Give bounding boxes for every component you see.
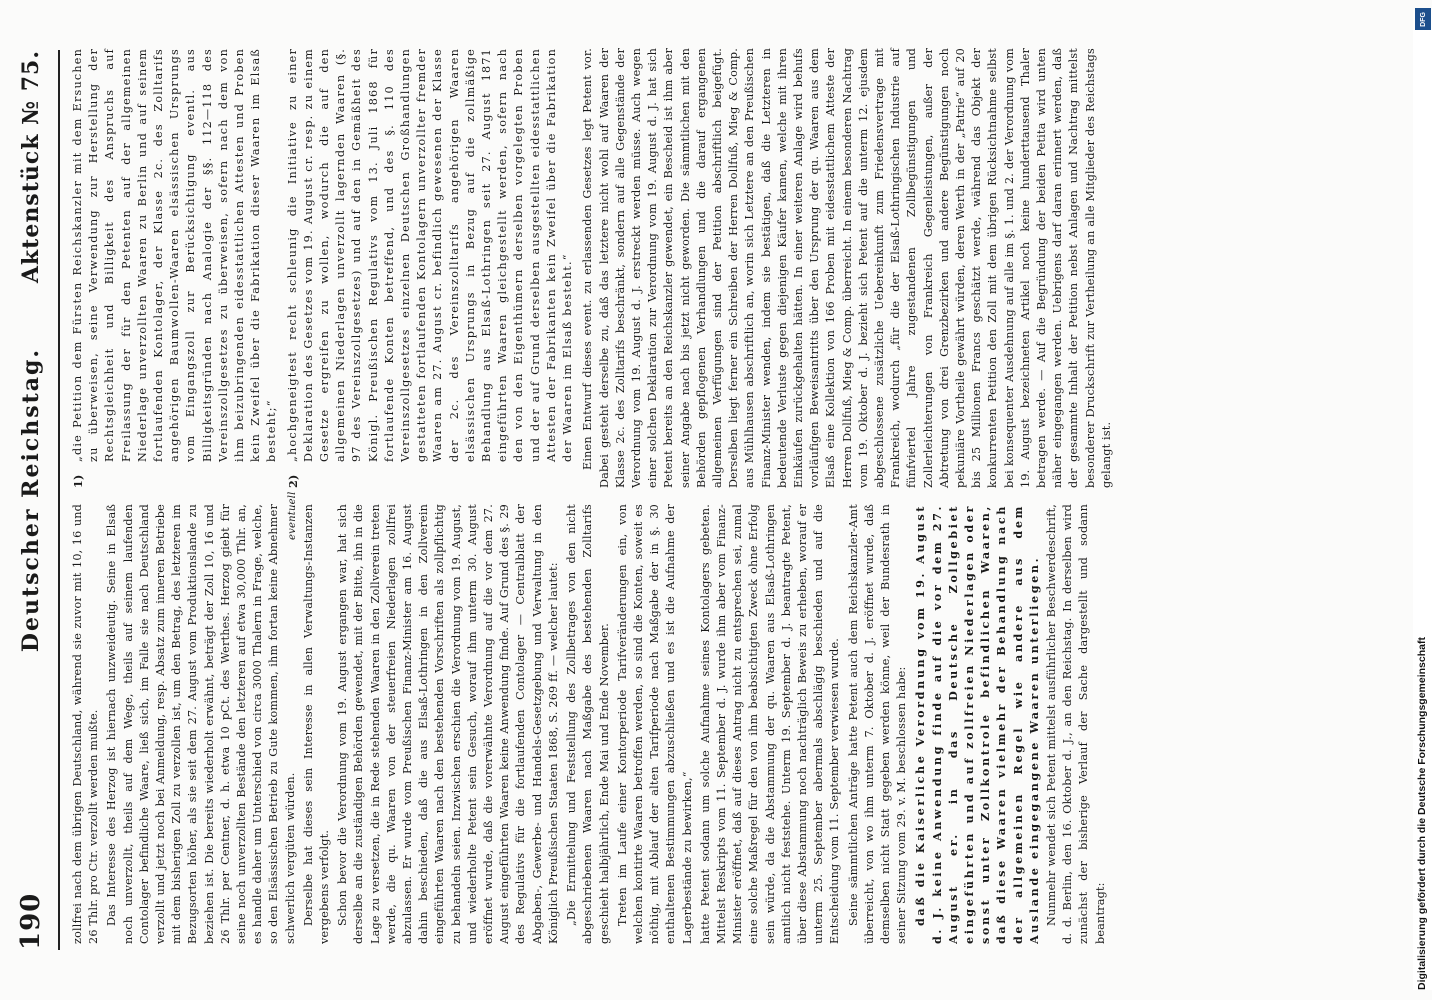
paragraph: hatte Petent sodann um solche Aufnahme seines Kontolagers gebeten. Mittelst Reskripts vom 11. September d. J. wurde ihm aber vom Finanz-Minister eröffnet, daß auf dieses Antrag nicht zu entsprechen sei, zumal eine solche Maßregel für den von ihm beabsichtigten Zweck ohne Erfolg sein würde, da die Abstammung der qu. Waaren aus Elsaß-Lothringen amtlich nicht feststehe. Unterm 19. September d. J. beantragte Petent, über diese Abstammung noch nachträglich Beweis zu erheben, worauf er unterm 25. September abermals abschlägig beschieden und auf die Entscheidung vom 11. September verwiesen wurde.: [698, 504, 842, 944]
document-number: Aktenstück № 75.: [18, 50, 44, 284]
page-header: [14, 50, 60, 950]
digitization-note: Digitalisierung gefördert durch die Deutsche Forschungsgemeinschaft: [1416, 637, 1428, 990]
petition-item-2: [285, 48, 577, 540]
paragraph: Derselbe hat dieses sein Interesse in allen Verwaltungs-Instanzen vergebens verfolgt.: [301, 504, 332, 944]
resolution-paragraph: daß die Kaiserliche Verordnung vom 19. August d. J. keine Anwendung finde auf die vor dem 27. August er. in das Deutsche Zollgebiet eingeführten und auf zollfreien Niederlagen oder sonst unter Zollkontrole befindlichen Waaren, daß diese Waaren vielmehr der Behandlung nach der allgemeinen Regel wie andere aus dem Auslande eingegangene Waaren unterliegen.: [913, 504, 1041, 944]
item-number: 2): [285, 474, 300, 488]
text-column-right: [70, 48, 1390, 540]
paragraph: Das Interesse des Herzog ist hiernach unzweideutig. Seine in Elsaß noch unverzollt, theils auf dem Wege, theils auf seinem laufenden Contolager befindliche Waare, ließ sich, im Falle sie nach Deutschland verzollt und jetzt noch bei Anmeldung, resp. Absatz zum inneren Betriebe mit dem bisherigen Zoll zu verzollen ist, um den Betrag, des letzteren im Bezugsorten höher, als sie seit dem 27. August vom Produktionslande zu beziehen ist. Die bereits wiederholt erwähnt, beträgt der Zoll 10, 16 und 26 Thlr. per Centner, d. h. etwa 10 pCt. des Werthes. Herzog giebt für seine noch unverzollten Bestände den letzteren auf etwa 30,000 Thlr. an, es handle daher um Unterschied von circa 3000 Thalern in Frage, welche, so den Elsässischen Betrieb zu Gute kommen, ihm fortan keine Abnehmer schwerlich vergüten würden.: [105, 504, 297, 944]
page-title: Deutscher Reichstag.: [18, 347, 44, 653]
item-text: „hochgeneigtest recht schleunig die Initiative zu einer Deklaration des Gesetzes vom 19. August cr. resp. zu einem Gesetze ergreifen zu wollen, wodurch die auf den allgemeinen Niederlagen unverzollt lagernden Waaren (§. 97 des Vereinszollgesetzes) und auf den in Gemäßheit des Königl. Preußischen Regulativs vom 13. Juli 1868 für fortlaufende Konten betreffend, und des §. 110 des Vereinszollgesetzes einzelnen Deutschen Großhandlungen gestatteten fortlaufenden Kontolagern unverzollter fremder Waaren am 27. August cr. befindlich gewesenen der Klasse der 2c. des Vereinszolltarifs angehörigen Waaren elsässischen Ursprungs in Bezug auf die zollmäßige Behandlung aus Elsaß-Lothringen seit 27. August 1871 eingeführten Waaren gleichgestellt werden, sofern nach den von den Eigenthümern derselben vorgelegten Proben und der auf Grund derselben ausgestellten eidesstattlichen Attesten der Fabrikanten kein Zweifel über die Fabrikation der Waaren im Elsaß besteht.“: [285, 48, 575, 462]
quote-paragraph: Treten im Laufe einer Kontorperiode Tarifveränderungen ein, von welchen kontirte Waaren betroffen werden, so sind die Konten, soweit es nöthig, mit Ablauf der alten Tarifperiode nach Maßgabe der in §. 30 enthaltenen Bestimmungen abzuschließen und es ist die Aufnahme der Lagerbestände zu bewirken,“: [615, 504, 694, 944]
paragraph: Seine sämmtlichen Anträge hatte Petent auch dem Reichskanzler-Amt überreicht, von wo ihm unterm 7. Oktober d. J. eröffnet wurde, daß demselben nicht Statt gegeben werden könne, weil der Bundesrath in seiner Sitzung vom 29. v. M. beschlossen habe:: [846, 504, 909, 944]
dfg-logo: DFG: [1415, 8, 1431, 30]
item-text: „die Petition dem Fürsten Reichskanzler mit dem Ersuchen zu überweisen, seine Verwendung zur Herstellung der Rechtsgleichheit und Billigkeit des Anspruchs auf Freilassung der für den Petenten auf der allgemeinen Niederlage unverzollten Waaren zu Berlin und auf seinem fortlaufenden Kontolager, der Klasse 2c. des Zolltarifs angehörigen Baumwollen-Waaren elsässischen Ursprungs vom Eingangszoll zur Berücksichtigung eventl. aus Billigkeitsgründen nach Analogie der §§. 112—118 des Vereinszollgesetzes zu überweisen, sofern nach dem von ihm beizubringenden eidesstattlichen Attesten und Proben kein Zweifel über die Fabrikation dieser Waaren im Elsaß besteht;“: [71, 48, 279, 462]
item-number: 1): [71, 474, 85, 488]
paragraph: Nunmehr wendet sich Petent mittelst ausführlicher Beschwerdeschrift, d. d. Berlin, den 16. Oktober d. J., an den Reichstag. In derselben wird zunächst der bisherige Verlauf der Sache dargestellt und sodann beantragt:: [1044, 504, 1107, 944]
margin-note: eventuell: [286, 491, 298, 540]
paragraph: Einen Entwurf dieses event. zu erlassenden Gesetzes legt Petent vor. Dabei gesteht derselbe zu, daß das letztere nicht wohl auf Waaren der Klasse 2c. des Zolltarifs beschränkt, sondern auf alle Gegenstände der Verordnung vom 19. August d. J. erstreckt werden müsse. Auch wegen einer solchen Deklaration zur Verordnung vom 19. August d. J. hat sich Petent bereits an den Reichskanzler gewendet, ein Bescheid ist ihm aber seiner Angabe nach bis jetzt nicht geworden. Die sämmtlichen mit den Behörden gepflogenen Verhandlungen und die darauf ergangenen allgemeinen Verfügungen sind der Petition abschriftlich beigefügt. Derselben liegt ferner ein Schreiben der Herren Dollfuß, Mieg & Comp. aus Mühlhausen abschriftlich an, worin sich Letztere an den Preußischen Finanz-Minister wenden, indem sie bestätigen, daß die Letzteren in bedeutende Verluste gegen diejenigen Käufer kamen, welche mit ihren Einkäufen zurückgehalten hätten. In einer weiteren Anlage wird behufs vorläufigen Beweisantritts über den Ursprung der qu. Waaren aus dem Elsaß eine Kollektion von 166 Proben mit eidesstattlichem Atteste der Herren Dollfuß, Mieg & Comp. überreicht. In einem besonderen Nachtrag vom 19. Oktober d. J. bezieht sich Petent auf die unterm 12. ejusdem abgeschlossene zusätzliche Uebereinkunft zum Friedensvertrage mit Frankreich, wodurch „für die der Elsaß-Lothringischen Industrie auf fünfviertel Jahre zugestandenen Zollbegünstigungen und Zollerleichterungen von Frankreich Gegenleistungen, außer der Abtretung von drei Grenzbezirken und andere Begünstigungen noch pekuniäre Vortheile gewährt würden, deren Werth in der „Patrie“ auf 20 bis 25 Millionen Francs geschätzt werde, während das Objekt der konkurrenten Petition den Zoll mit dem übrigen Rücksichtnahme selbst bei konsequenter Ausdehnung auf alle im §. 1. und 2. der Verordnung vom 19. August bezeichneten Artikel noch keine hunderttausend Thaler betragen werde. — Auf die Begründung der beiden Petita wird unten näher eingegangen werden. Uebrigens darf daran erinnert werden, daß der gesammte Inhalt der Petition nebst Anlagen und Nachtrag mittelst besonderer Druckschrift zur Vertheilung an alle Mitglieder des Reichstags gelangt ist.: [581, 48, 1113, 488]
paragraph: Schon bevor die Verordnung vom 19. August ergangen war, hat sich derselbe an die zuständigen Behörden gewendet, mit der Bitte, ihn in die Lage zu versetzen, die in Rede stehenden Waaren in den Zollverein treten werde, die qu. Waaren von der steuerfreien Niederlagen zollfrei abzulassen. Er wurde vom Preußischen Finanz-Minister am 16. August dahin beschieden, daß die aus Elsaß-Lothringen in den Zollverein eingeführten Waaren nach den bestehenden Vorschriften als zollpflichtig zu behandeln seien. Inzwischen erschien die Verordnung vom 19. August, und wiederholte Petent sein Gesuch, worauf ihm unterm 30. August eröffnet wurde, daß die vorerwähnte Verordnung auf die vor dem 27. August eingeführten Waaren keine Anwendung finde. Auf Grund des §. 29 des Regulativs für die fortlaufenden Contolager — Centralblatt der Abgaben-, Gewerbe- und Handels-Gesetzgebung und Verwaltung in den Königlich Preußischen Staaten 1868, S. 269 ff. — welcher lautet:: [336, 504, 560, 944]
page-number: 190: [16, 892, 46, 950]
text-column-left: [70, 504, 1390, 944]
petition-item-1: [70, 48, 281, 488]
paragraph: zollfrei nach dem übrigen Deutschland, während sie zuvor mit 10, 16 und 26 Thlr. pro Ctr. verzollt werden mußte.: [71, 504, 101, 944]
quote-paragraph: „Die Ermittelung und Feststellung des Zollbetrages von den nicht abgeschriebenen Waaren nach Maßgabe des bestehenden Zolltarifs geschieht halbjährlich, Ende Mai und Ende November.: [565, 504, 611, 944]
